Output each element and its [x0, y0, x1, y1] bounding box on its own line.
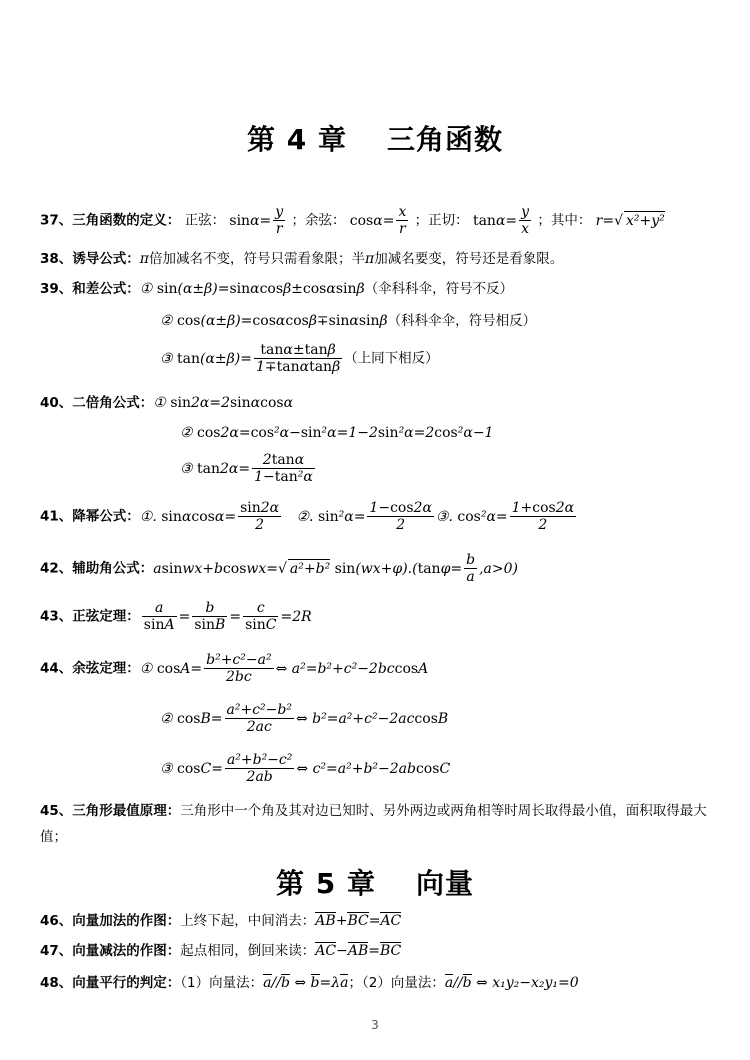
chapter-4-heading — [0, 118, 750, 158]
item-47-text: 起点相同，倒回来读： — [180, 943, 316, 959]
item-44-line-2 — [160, 702, 720, 735]
item-40-label: 40、二倍角公式： — [40, 395, 154, 411]
item-48-text-1: （1）向量法： — [180, 975, 264, 991]
item-38-label: 38、诱导公式： — [40, 251, 140, 267]
item-44-formula-1: ① cosA= $\frac{\text{b²+c²−a²}}{2bc}$ ⇔ a²=b²+c²−2bccosA — [139, 652, 429, 686]
item-43-formula: $\frac{a}{\sin A}$ = $\frac{b}{\sin B}$ = $\frac{c}{\sin C}$ =2R — [143, 600, 312, 634]
item-37 — [40, 204, 720, 237]
item-46-formula: AB+BC=AC — [315, 913, 402, 929]
item-38-text-1: 倍加减名不变，符号只需看象限；半 — [149, 251, 365, 267]
item-39-formula-2: ② cos(α±β)=cosαcosβ∓sinαsinβ — [160, 313, 388, 329]
item-48-label: 48、向量平行的判定： — [40, 975, 181, 991]
item-45-text: 三角形中一个角及其对边已知时、另外两边或两角相等时周长取得最小值，面积取得最大值； — [40, 803, 707, 845]
item-47-label: 47、向量减法的作图： — [40, 943, 181, 959]
item-39-line-3 — [160, 342, 720, 375]
item-47-formula: AC−AB=BC — [315, 943, 402, 959]
item-39-note-1: （伞科科伞，符号不反） — [364, 281, 514, 297]
item-43 — [40, 600, 720, 633]
pi-symbol: π — [139, 251, 149, 267]
item-39-note-2: （科科伞伞，符号相反） — [387, 313, 537, 329]
item-38 — [40, 250, 720, 269]
item-40-line-3 — [180, 452, 720, 485]
item-44-formula-3: ③ cosC= $\frac{\text{a²+b²−c²}}{2ab}$ ⇔ c²=a²+b²−2abcosC — [160, 752, 451, 786]
item-46-label: 46、向量加法的作图： — [40, 913, 181, 929]
item-40-formula-1: ① sin2α=2sinαcosα — [153, 395, 294, 411]
item-48-text-2: ；（2）向量法： — [348, 975, 445, 991]
item-37-cos-formula: cosα= $\frac{x}{r}$ — [349, 204, 407, 238]
item-37-tan-label: ；正切： — [414, 212, 469, 229]
item-44-line-1 — [40, 652, 720, 685]
item-39-formula-1: ① sin(α±β)=sinαcosβ±cosαsinβ — [139, 281, 365, 297]
item-37-label: 37、三角函数的定义： — [40, 212, 181, 229]
item-39-label: 39、和差公式： — [40, 281, 140, 297]
chapter-5-number: 第 5 章 — [276, 867, 376, 900]
item-45 — [40, 798, 710, 850]
item-39-line-1 — [40, 280, 720, 299]
chapter-5-heading — [0, 862, 750, 902]
item-44-line-3 — [160, 752, 720, 785]
item-37-cos-label: ；余弦： — [291, 212, 346, 229]
item-40-line-2 — [180, 424, 720, 443]
item-39-line-2 — [160, 312, 720, 331]
item-39-formula-3: ③ tan(α±β)= $\frac{\tan\alpha\pm\tan\beta}{1\mp\tan\alpha\tan\beta}$ — [160, 342, 341, 376]
item-44-formula-2: ② cosB= $\frac{\text{a²+c²−b²}}{2ac}$ ⇔ b²=a²+c²−2accosB — [160, 702, 449, 736]
item-38-text-2: 加减名要变，符号还是看象限。 — [374, 251, 564, 267]
chapter-4-title: 三角函数 — [386, 123, 503, 156]
item-42-label: 42、辅助角公式： — [40, 560, 154, 577]
item-45-label: 45、三角形最值原理： — [40, 803, 181, 819]
item-37-where-label: ；其中： — [537, 212, 592, 229]
item-37-tan-formula: tanα= $\frac{y}{x}$ — [472, 204, 530, 238]
item-41 — [40, 500, 720, 533]
pi-symbol: π — [365, 251, 375, 267]
item-48 — [40, 974, 720, 993]
item-37-sin-label: 正弦： — [184, 212, 226, 229]
item-40-line-1 — [40, 394, 720, 413]
item-46-text: 上终下起，中间消去： — [180, 913, 316, 929]
item-37-r-formula: r=√ x²+y² — [595, 212, 665, 229]
item-41-formula: ①. sinαcosα= $\frac{\sin 2\alpha}{2}$ ②. sin²α= $\frac{1-\cos 2\alpha}{2}$ ③. cos²α= $\frac{1+\cos 2\alpha}{2}$ — [139, 500, 575, 534]
item-37-sin-formula: sinα= $\frac{y}{r}$ — [229, 204, 284, 238]
item-42-formula: asinwx+bcoswx=√ a²+b² sin(wx+φ).(tanφ= $\frac{b}{a}$ ,a>0) — [153, 552, 518, 586]
item-44-label: 44、余弦定理： — [40, 660, 140, 677]
item-39-note-3: （上同下相反） — [344, 350, 439, 367]
chapter-5-title: 向量 — [415, 867, 474, 900]
item-48-formula-1: a//b ⇔ b=λa — [263, 975, 349, 991]
item-40-formula-2: ② cos2α=cos²α−sin²α=1−2sin²α=2cos²α−1 — [180, 425, 494, 441]
page-number: 3 — [371, 1018, 379, 1032]
item-43-label: 43、正弦定理： — [40, 608, 140, 625]
item-40-formula-3: ③ tan2α= $\frac{2\tan\alpha}{\text{1−tan²α}}$ — [180, 452, 313, 486]
item-46 — [40, 912, 720, 931]
chapter-4-number: 第 4 章 — [247, 123, 347, 156]
item-47 — [40, 942, 720, 961]
item-48-formula-2: a//b ⇔ x₁y₂−x₂y₁=0 — [444, 975, 579, 991]
item-41-label: 41、降幂公式： — [40, 508, 140, 525]
item-42 — [40, 552, 720, 585]
